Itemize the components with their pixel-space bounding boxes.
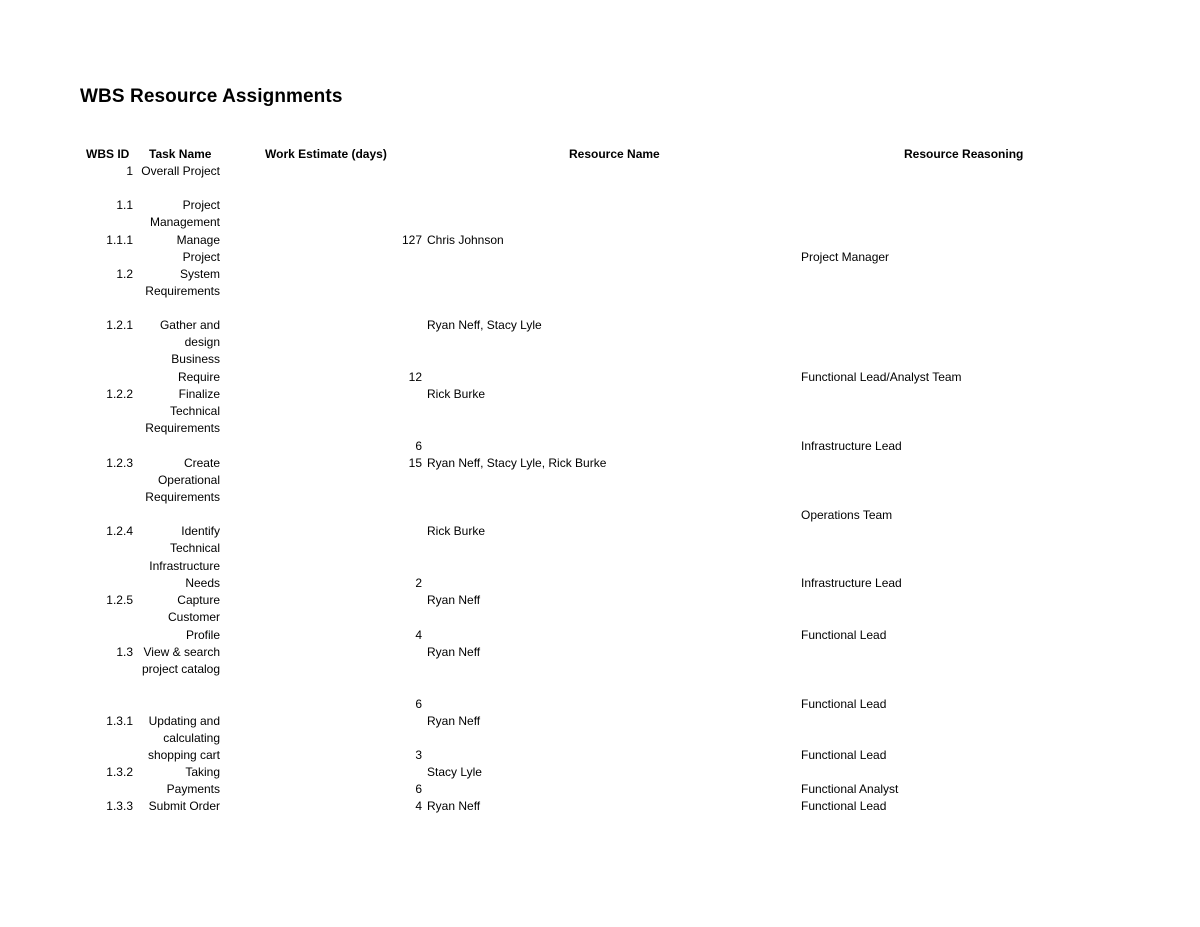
resource-name: Ryan Neff, Stacy Lyle — [427, 318, 542, 332]
task-name: Technical — [169, 541, 220, 555]
task-name: System — [179, 267, 220, 281]
resource-name: Ryan Neff — [427, 645, 481, 659]
task-name: Require — [177, 370, 220, 384]
page-title: WBS Resource Assignments — [80, 86, 343, 107]
task-name: Infrastructure — [149, 559, 220, 573]
resource-reasoning: Functional Analyst — [801, 782, 899, 796]
task-name: design — [184, 335, 220, 349]
resource-name: Rick Burke — [427, 524, 486, 538]
resource-reasoning: Infrastructure Lead — [801, 439, 902, 453]
wbs-id: 1.3 — [116, 645, 133, 659]
resource-reasoning: Functional Lead — [801, 799, 887, 813]
work-estimate: 3 — [415, 748, 422, 762]
resource-reasoning: Functional Lead — [801, 697, 887, 711]
task-name: Create — [183, 456, 220, 470]
wbs-id: 1 — [126, 164, 133, 178]
task-name: Submit Order — [148, 799, 220, 813]
resource-reasoning: Project Manager — [801, 250, 890, 264]
work-estimate: 4 — [415, 799, 422, 813]
task-name: Profile — [185, 628, 220, 642]
task-name: Operational — [157, 473, 220, 487]
resource-reasoning: Operations Team — [801, 508, 893, 522]
wbs-id: 1.2 — [116, 267, 133, 281]
resource-reasoning: Functional Lead — [801, 748, 887, 762]
header-work-estimate: Work Estimate (days) — [265, 147, 387, 161]
wbs-id: 1.2.4 — [106, 524, 133, 538]
resource-name: Ryan Neff — [427, 799, 481, 813]
resource-name: Chris Johnson — [427, 233, 504, 247]
wbs-id: 1.1.1 — [106, 233, 133, 247]
task-name: Project — [182, 198, 220, 212]
task-name: Management — [149, 215, 220, 229]
task-name: View & search — [143, 645, 220, 659]
task-name: Requirements — [145, 284, 220, 298]
resource-name: Ryan Neff, Stacy Lyle, Rick Burke — [427, 456, 607, 470]
task-name: Identify — [181, 524, 220, 538]
task-name: Finalize — [178, 387, 220, 401]
header-resource-reasoning: Resource Reasoning — [904, 147, 1024, 161]
header-resource-name: Resource Name — [569, 147, 660, 161]
task-name: Customer — [167, 610, 220, 624]
task-name: Manage — [176, 233, 220, 247]
wbs-id: 1.2.5 — [106, 593, 133, 607]
task-name: Payments — [166, 782, 220, 796]
task-name: Needs — [185, 576, 220, 590]
resource-name: Stacy Lyle — [427, 765, 482, 779]
task-name: Business — [171, 352, 220, 366]
resource-reasoning: Infrastructure Lead — [801, 576, 902, 590]
task-name: shopping cart — [147, 748, 220, 762]
wbs-id: 1.3.2 — [106, 765, 133, 779]
wbs-id: 1.2.3 — [106, 456, 133, 470]
task-name: Requirements — [145, 490, 220, 504]
task-name: Requirements — [145, 421, 220, 435]
task-name: calculating — [163, 731, 220, 745]
work-estimate: 6 — [415, 697, 422, 711]
task-name: Capture — [177, 593, 220, 607]
task-name: Project — [182, 250, 220, 264]
work-estimate: 12 — [408, 370, 422, 384]
resource-name: Ryan Neff — [427, 714, 481, 728]
resource-name: Rick Burke — [427, 387, 486, 401]
work-estimate: 127 — [401, 233, 422, 247]
task-name: Technical — [169, 404, 220, 418]
work-estimate: 6 — [415, 439, 422, 453]
resource-reasoning: Functional Lead — [801, 628, 887, 642]
task-name: project catalog — [141, 662, 220, 676]
work-estimate: 4 — [415, 628, 422, 642]
task-name: Updating and — [148, 714, 220, 728]
resource-reasoning: Functional Lead/Analyst Team — [801, 370, 962, 384]
work-estimate: 2 — [415, 576, 422, 590]
task-name: Gather and — [159, 318, 220, 332]
resource-name: Ryan Neff — [427, 593, 481, 607]
task-name: Taking — [185, 765, 220, 779]
work-estimate: 15 — [408, 456, 422, 470]
wbs-id: 1.3.1 — [106, 714, 133, 728]
task-name: Overall Project — [141, 164, 220, 178]
work-estimate: 6 — [415, 782, 422, 796]
wbs-id: 1.3.3 — [106, 799, 133, 813]
header-task-name: Task Name — [149, 147, 212, 161]
wbs-id: 1.1 — [116, 198, 133, 212]
wbs-id: 1.2.1 — [106, 318, 133, 332]
header-wbs-id: WBS ID — [86, 147, 130, 161]
wbs-id: 1.2.2 — [106, 387, 133, 401]
